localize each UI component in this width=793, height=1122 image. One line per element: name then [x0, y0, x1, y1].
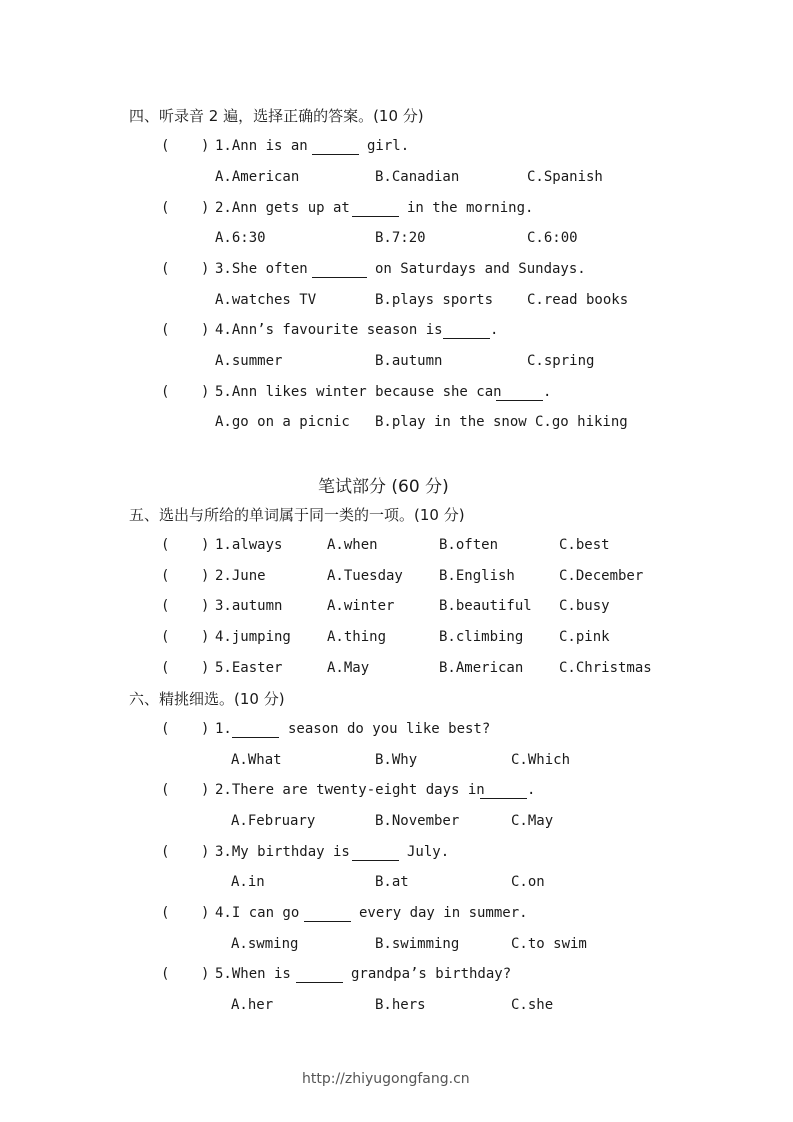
given-word: 5.Easter [215, 660, 283, 676]
answer-paren-open: ( [161, 844, 170, 860]
option-b: B.7:20 [375, 230, 426, 246]
option-a: A.February [231, 813, 316, 829]
answer-blank [304, 921, 351, 922]
answer-paren-close: ) [201, 537, 210, 553]
option-c: C.busy [559, 598, 610, 614]
answer-paren-open: ( [161, 660, 170, 676]
option-a: A.May [327, 660, 370, 676]
answer-blank [312, 277, 367, 278]
question-text-end: July. [407, 844, 450, 860]
answer-paren-close: ) [201, 905, 210, 921]
answer-blank [352, 860, 399, 861]
answer-paren-close: ) [201, 660, 210, 676]
option-b: B.November [375, 813, 460, 829]
option-a: A.American [215, 169, 300, 185]
option-c: C.May [511, 813, 554, 829]
option-b: B.plays sports [375, 292, 494, 308]
answer-paren-open: ( [161, 322, 170, 338]
question-text: 5.When is [215, 966, 291, 982]
answer-paren-open: ( [161, 568, 170, 584]
question-text-end: . [543, 384, 552, 400]
answer-paren-close: ) [201, 844, 210, 860]
question-text: 1.Ann is an [215, 138, 308, 154]
option-c: C.she [511, 997, 554, 1013]
option-a: A.6:30 [215, 230, 266, 246]
option-a: A.swming [231, 936, 299, 952]
answer-blank [232, 737, 279, 738]
footer-url[interactable]: http://zhiyugongfang.cn [302, 1071, 470, 1087]
answer-paren-close: ) [201, 384, 210, 400]
question-text-end: season do you like best? [288, 721, 491, 737]
option-a: A.thing [327, 629, 387, 645]
option-a: A.winter [327, 598, 395, 614]
section-6-heading: 六、精挑细选。(10 分) [129, 690, 285, 708]
answer-paren-open: ( [161, 905, 170, 921]
option-b: B.American [439, 660, 524, 676]
option-a: A.What [231, 752, 282, 768]
answer-blank [352, 216, 399, 217]
option-c: C.read books [527, 292, 629, 308]
answer-paren-open: ( [161, 261, 170, 277]
option-c: C.on [511, 874, 545, 890]
option-a: A.summer [215, 353, 283, 369]
option-b: B.swimming [375, 936, 460, 952]
question-text: 4.Ann’s favourite season is [215, 322, 443, 338]
answer-paren-open: ( [161, 598, 170, 614]
option-c: C.Which [511, 752, 571, 768]
option-b: B.English [439, 568, 515, 584]
question-text-end: . [527, 782, 536, 798]
answer-blank [296, 982, 343, 983]
option-c: C.spring [527, 353, 595, 369]
option-b: B.autumn [375, 353, 443, 369]
option-c: C.pink [559, 629, 610, 645]
option-b: B.hers [375, 997, 426, 1013]
option-b: B.Why [375, 752, 418, 768]
answer-paren-close: ) [201, 966, 210, 982]
question-text: 3.She often [215, 261, 308, 277]
answer-paren-close: ) [201, 138, 210, 154]
option-b: B.Canadian [375, 169, 460, 185]
option-c: C.December [559, 568, 644, 584]
option-c: C.best [559, 537, 610, 553]
option-b: B.play in the snow [375, 414, 527, 430]
question-text-end: grandpa’s birthday? [351, 966, 512, 982]
question-text: 3.My birthday is [215, 844, 350, 860]
answer-blank [312, 154, 359, 155]
answer-paren-open: ( [161, 200, 170, 216]
option-a: A.when [327, 537, 378, 553]
written-part-title: 笔试部分 (60 分) [318, 477, 449, 497]
given-word: 1.always [215, 537, 283, 553]
option-c: C.go hiking [535, 414, 628, 430]
answer-blank [480, 798, 527, 799]
answer-blank [443, 338, 490, 339]
given-word: 4.jumping [215, 629, 291, 645]
given-word: 3.autumn [215, 598, 283, 614]
question-text-end: girl. [367, 138, 410, 154]
question-text-end: . [490, 322, 499, 338]
option-a: A.go on a picnic [215, 414, 350, 430]
option-a: A.watches TV [215, 292, 317, 308]
answer-paren-close: ) [201, 629, 210, 645]
option-b: B.often [439, 537, 499, 553]
option-b: B.at [375, 874, 409, 890]
answer-paren-close: ) [201, 721, 210, 737]
answer-paren-close: ) [201, 261, 210, 277]
option-c: C.Spanish [527, 169, 603, 185]
question-text: 4.I can go [215, 905, 300, 921]
answer-paren-open: ( [161, 384, 170, 400]
section-5-heading: 五、选出与所给的单词属于同一类的一项。(10 分) [129, 506, 465, 524]
question-text: 5.Ann likes winter because she can [215, 384, 502, 400]
answer-paren-open: ( [161, 629, 170, 645]
option-b: B.beautiful [439, 598, 532, 614]
option-a: A.her [231, 997, 274, 1013]
question-text-end: every day in summer. [359, 905, 528, 921]
answer-paren-open: ( [161, 966, 170, 982]
answer-paren-close: ) [201, 322, 210, 338]
section-4-heading: 四、听录音 2 遍，选择正确的答案。(10 分) [129, 107, 424, 125]
answer-paren-open: ( [161, 721, 170, 737]
answer-paren-close: ) [201, 598, 210, 614]
option-c: C.Christmas [559, 660, 652, 676]
question-text-end: on Saturdays and Sundays. [375, 261, 586, 277]
option-b: B.climbing [439, 629, 524, 645]
answer-paren-close: ) [201, 200, 210, 216]
answer-paren-close: ) [201, 568, 210, 584]
answer-blank [496, 400, 543, 401]
question-text: 2.Ann gets up at [215, 200, 350, 216]
option-c: C.6:00 [527, 230, 578, 246]
answer-paren-close: ) [201, 782, 210, 798]
question-text: 2.There are twenty-eight days in [215, 782, 485, 798]
question-text: 1. [215, 721, 232, 737]
answer-paren-open: ( [161, 782, 170, 798]
option-c: C.to swim [511, 936, 587, 952]
answer-paren-open: ( [161, 537, 170, 553]
answer-paren-open: ( [161, 138, 170, 154]
option-a: A.Tuesday [327, 568, 403, 584]
option-a: A.in [231, 874, 265, 890]
given-word: 2.June [215, 568, 266, 584]
question-text-end: in the morning. [407, 200, 534, 216]
